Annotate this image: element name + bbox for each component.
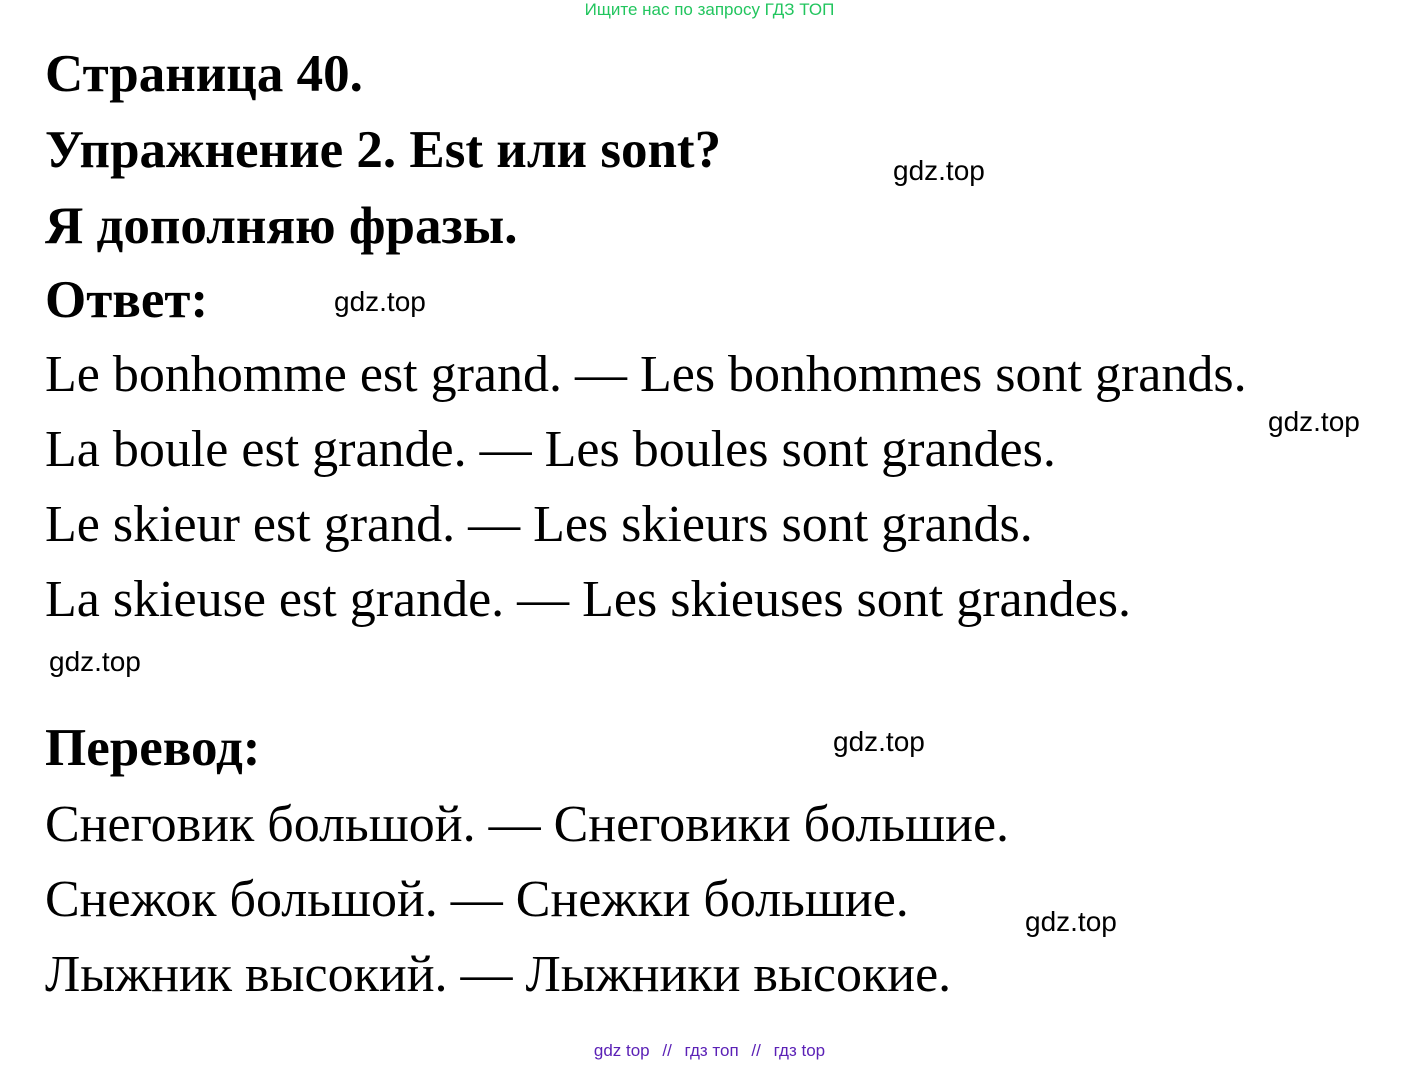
answer-line: La boule est grande. — Les boules sont grandes. [45, 421, 1056, 478]
answer-line: Le skieur est grand. — Les skieurs sont grands. [45, 496, 1033, 553]
footer-link[interactable]: gdz top [593, 1041, 650, 1060]
footer-separator: // [751, 1041, 761, 1060]
answer-line: La skieuse est grande. — Les skieuses sont grandes. [45, 571, 1131, 628]
footer [0, 1041, 1419, 1061]
exercise-title: Упражнение 2. Est или sont? [45, 121, 722, 179]
translation-line: Снеговик большой. — Снеговики большие. [45, 796, 1010, 853]
answer-line: Le bonhomme est grand. — Les bonhommes sont grands. [45, 346, 1247, 403]
watermark: gdz.top [334, 286, 426, 317]
translation-line: Снежок большой. — Снежки большие. [45, 871, 909, 928]
watermark: gdz.top [49, 646, 141, 677]
translation-label: Перевод: [45, 719, 261, 777]
watermark: gdz.top [1268, 406, 1360, 437]
page-title: Страница 40. [45, 45, 363, 103]
footer-separator: // [662, 1041, 672, 1060]
answer-label: Ответ: [45, 271, 209, 329]
watermark: gdz.top [893, 155, 985, 186]
watermark: gdz.top [833, 726, 925, 757]
footer-link[interactable]: гдз топ [684, 1041, 739, 1060]
footer-link[interactable]: гдз top [773, 1041, 826, 1060]
watermark: gdz.top [1025, 906, 1117, 937]
translation-line: Лыжник высокий. — Лыжники высокие. [45, 946, 952, 1003]
top-banner: Ищите нас по запросу ГДЗ ТОП [584, 0, 835, 19]
instruction: Я дополняю фразы. [45, 197, 518, 255]
